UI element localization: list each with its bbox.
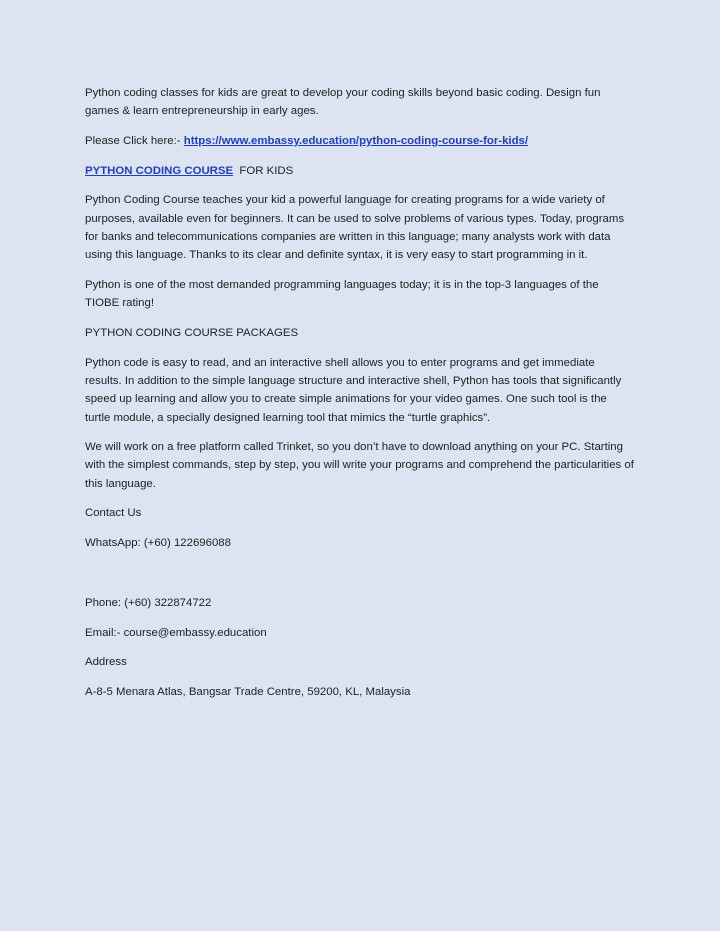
- whatsapp-line: WhatsApp: (+60) 122696088: [85, 537, 231, 550]
- description-paragraph: Python Coding Course teaches your kid a powerful language for creating programs for a wide variety of purposes, available even for beginners. It can be used to solve problems of various types. Today, programs for banks and telecommunications companies are written in this language; many analysts work with data using this language. Thanks to its clear and definite syntax, it is very easy to start programming in it.: [85, 194, 625, 262]
- address-line: A-8-5 Menara Atlas, Bangsar Trade Centre, 59200, KL, Malaysia: [85, 685, 411, 698]
- intro-paragraph: Python coding classes for kids are great to develop your coding skills beyond basic coding. Design fun games & learn entrepreneurship in early ages.: [85, 87, 601, 118]
- address-heading: Address: [85, 656, 127, 669]
- course-title-line: [85, 162, 634, 180]
- interactive-shell-paragraph: Python code is easy to read, and an interactive shell allows you to enter programs and get immediate results. In addition to the simple language structure and interactive shell, Python has tools that significantly speed up learning and allow you to create simple animations for your video games. One such tool is the turtle module, a specially designed learning tool that mimics the “turtle graphics”.: [85, 356, 622, 424]
- click-here-line: [85, 132, 634, 150]
- spacer: [85, 564, 634, 594]
- phone-line: Phone: (+60) 322874722: [85, 596, 212, 609]
- course-title-suffix: FOR KIDS: [233, 164, 294, 177]
- python-coding-course-link[interactable]: PYTHON CODING COURSE: [85, 164, 234, 177]
- packages-heading: PYTHON CODING COURSE PACKAGES: [85, 326, 299, 339]
- contact-heading: Contact Us: [85, 507, 142, 520]
- email-line: Email:- course@embassy.education: [85, 626, 267, 639]
- tiobe-paragraph: Python is one of the most demanded programming languages today; it is in the top-3 languages of the TIOBE rating!: [85, 278, 599, 310]
- trinket-paragraph: We will work on a free platform called Trinket, so you don’t have to download anything on your PC. Starting with the simplest commands, step by step, you will write your programs and comprehend the particularities of this language.: [85, 441, 634, 490]
- course-url-link[interactable]: https://www.embassy.education/python-coding-course-for-kids/: [183, 134, 529, 147]
- click-here-prefix: Please Click here:-: [85, 134, 184, 147]
